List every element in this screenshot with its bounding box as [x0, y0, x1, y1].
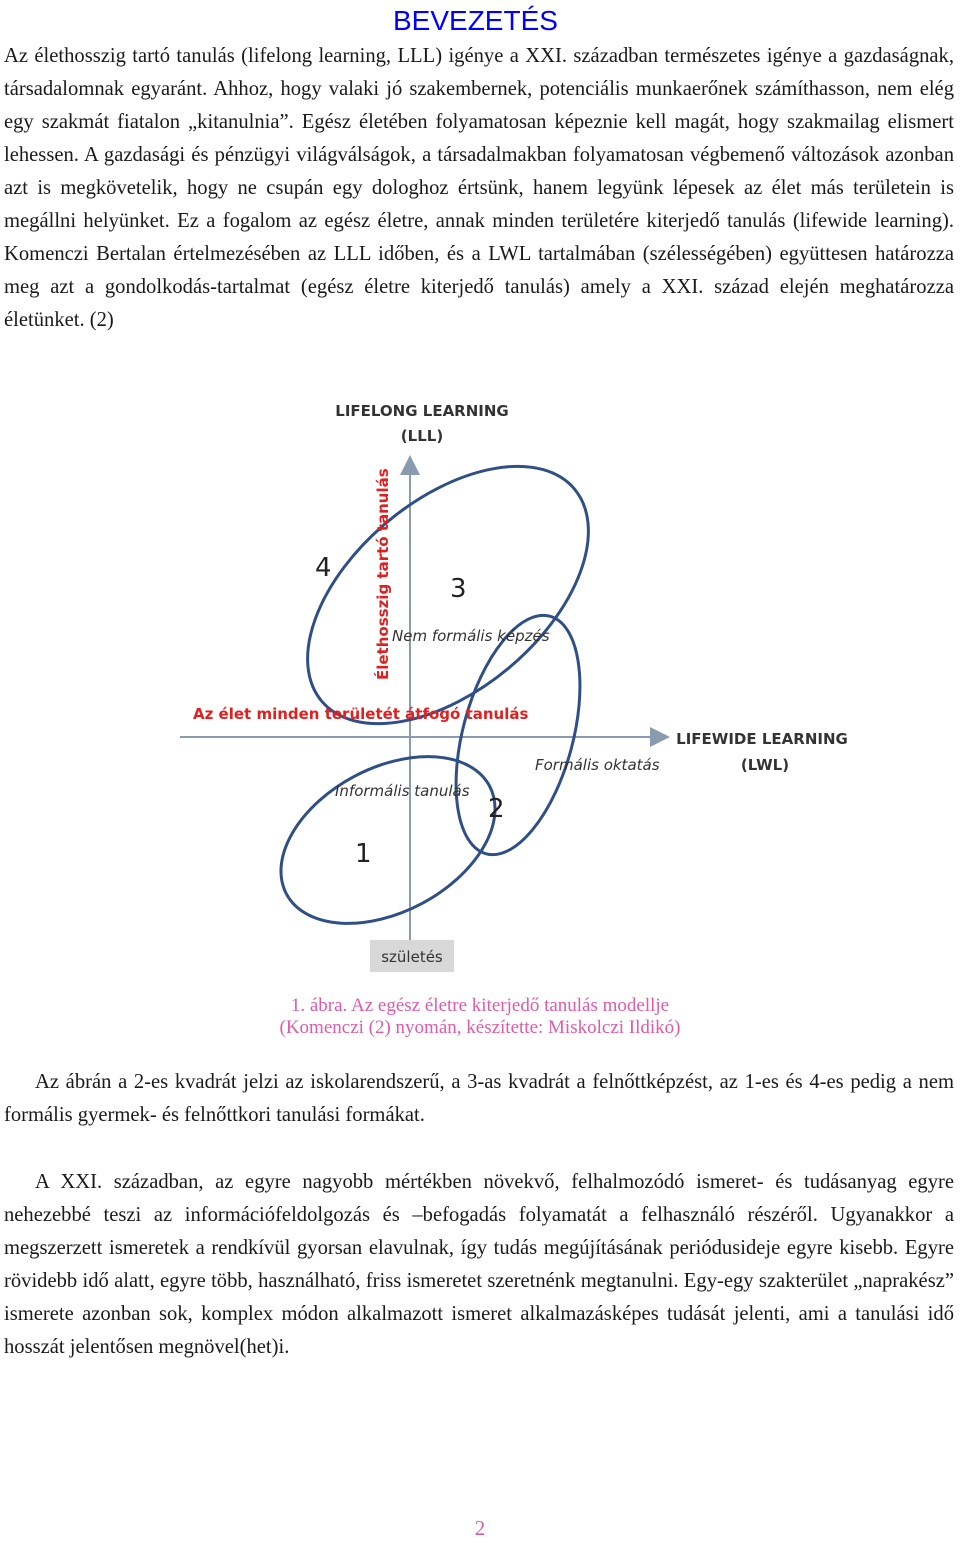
section-heading: BEVEZETÉS: [393, 5, 558, 36]
figure-caption: [180, 995, 780, 1039]
nonformal-label: Nem formális képzés: [392, 627, 550, 645]
figure-caption-line2: (Komenczi (2) nyomán, készítette: Miskolczi Ildikó): [279, 1017, 681, 1038]
figure-caption-line1: 1. ábra. Az egész életre kiterjedő tanulás modellje: [290, 995, 670, 1016]
lll-label-line1: LIFELONG LEARNING: [335, 402, 509, 420]
quadrant-3-number: 3: [450, 574, 467, 604]
lll-label-line2: (LLL): [400, 427, 444, 445]
figure-explanation-paragraph: Az ábrán a 2-es kvadrát jelzi az iskolarendszerű, a 3-as kvadrát a felnőttképzést, az 1-es és 4-es pedig a nem formális gyermek- és felnőttkori tanulási formákat.: [4, 1071, 954, 1126]
lll-lwl-model-figure: [170, 390, 870, 980]
formal-label: Formális oktatás: [535, 756, 660, 774]
knowledge-paragraph: A XXI. században, az egyre nagyobb mértékben növekvő, felhalmozódó ismeret- és tudásanyag egyre nehezebbé teszi az információfeldolgozás és –befogadás folyamatát a felhasználó részéről. Ugyanakkor a megszerzett ismeretek a rendkívül gyorsan elavulnak, így tudás megújításának periódusideje egyre kisebb. Egyre rövidebb idő alatt, egyre több, használható, friss ismeretet szeretnénk megtanulni. Egy-egy szakterület „naprakész” ismerete azonban sok, komplex módon alkalmazott ismeret alkalmazásképes tudását jelenti, ami a tanulási idő hosszát jelentősen megnövel(het)i.: [4, 1171, 954, 1358]
quadrant-1-number: 1: [355, 839, 372, 869]
intro-paragraph: Az élethosszig tartó tanulás (lifelong learning, LLL) igénye a XXI. században természetes igénye a gazdaságnak, társadalomnak egyaránt. Ahhoz, hogy valaki jó szakembernek, potenciális munkaerőnek számíthasson, nem elég egy szakmát fiatalon „kitanulnia”. Egész életében folyamatosan képeznie kell magát, hogy szakmailag elismert lehessen. A gazdasági és pénzügyi világválságok, a társadalmakban folyamatosan végbemenő változások azonban azt is megkövetelik, hogy ne csupán egy dologhoz értsünk, hanem legyünk lépesek az élet más területein is megállni helyünket. Ez a fogalom az egész életre, annak minden területére kiterjedő tanulás (lifewide learning). Komenczi Bertalan értelmezésében az LLL időben, és a LWL tartalmában (szélességében) együttesen határozza meg azt a gondolkodás-tartalmat (egész életre kiterjedő tanulás) amely a XXI. század elején meghatározza életünket. (2): [4, 45, 954, 331]
lwl-label-line1: LIFEWIDE LEARNING: [676, 730, 848, 748]
page-number: 2: [474, 1516, 486, 1540]
birth-label: születés: [381, 948, 443, 966]
horizontal-axis-label: Az élet minden területét átfogó tanulás: [193, 705, 529, 723]
informal-learning-ellipse: [253, 722, 524, 957]
quadrant-4-number: 4: [315, 553, 332, 583]
quadrant-2-number: 2: [488, 794, 505, 824]
vertical-axis-label: Élethosszig tartó tanulás: [374, 468, 392, 680]
informal-label: Informális tanulás: [335, 782, 470, 800]
lwl-label-line2: (LWL): [740, 756, 790, 774]
